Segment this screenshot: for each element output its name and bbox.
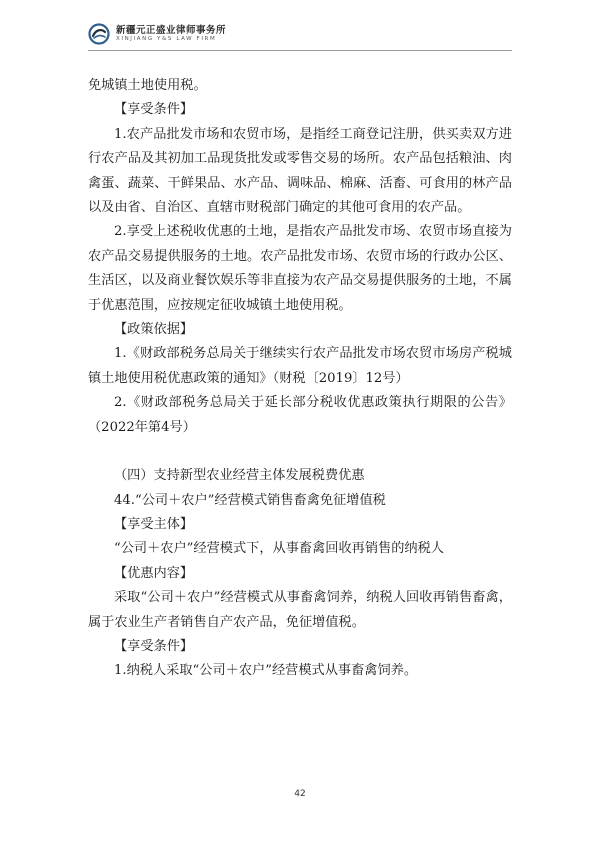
section-heading-conditions-2: 【享受条件】 — [114, 638, 194, 654]
paragraph-gap — [88, 440, 512, 464]
item-title-44: 44.“公司＋农户”经营模式销售畜禽免征增值税 — [114, 492, 386, 508]
paragraph-condition-2: 2.享受上述税收优惠的土地，是指农产品批发市场、农贸市场直接为农产品交易提供服务的土地。农产品批发市场、农贸市场的行政办公区、生活区，以及商业餐饮娱乐等非直接为农产品交易提供服务的土地，不属于优惠范围，应按规定征收城镇土地使用税。 — [88, 224, 512, 313]
firm-logo-icon — [88, 23, 110, 45]
firm-name-en: XINJIANG Y&S LAW FIRM — [116, 36, 217, 42]
firm-name-cn: 新疆元正盛业律师事务所 — [116, 24, 227, 36]
paragraph-policy-1: 1.《财政部税务总局关于继续实行农产品批发市场农贸市场房产税城镇土地使用税优惠政策的通知》（财税〔2019〕12号） — [88, 346, 512, 386]
document-body — [88, 74, 512, 684]
paragraph-condition-44-1: 1.纳税人采取“公司＋农户”经营模式从事畜禽饲养。 — [114, 663, 418, 679]
page-number: 42 — [294, 789, 306, 799]
header-divider — [88, 50, 512, 51]
paragraph-policy-2: 2.《财政部税务总局关于延长部分税收优惠政策执行期限的公告》（2022年第4号） — [88, 395, 512, 435]
section-heading-policy-basis: 【政策依据】 — [114, 322, 194, 338]
page-header — [88, 20, 226, 48]
subsection-title: （四）支持新型农业经营主体发展税费优惠 — [114, 468, 365, 484]
paragraph-condition-1: 1.农产品批发市场和农贸市场，是指经工商登记注册，供买卖双方进行农产品及其初加工品现货批发或零售交易的场所。农产品包括粮油、肉禽蛋、蔬菜、干鲜果品、水产品、调味品、棉麻、活畜、可食用的林产品以及由省、自治区、直辖市财税部门确定的其他可食用的农产品。 — [88, 126, 512, 216]
paragraph-subject: “公司＋农户”经营模式下，从事畜禽回收再销售的纳税人 — [114, 541, 444, 557]
firm-name — [116, 26, 226, 43]
section-heading-conditions: 【享受条件】 — [114, 102, 194, 118]
section-heading-benefit: 【优惠内容】 — [114, 565, 194, 581]
paragraph-continuation: 免城镇土地使用税。 — [88, 78, 207, 93]
paragraph-benefit: 采取“公司＋农户”经营模式从事畜禽饲养，纳税人回收再销售畜禽，属于农业生产者销售自产农产品，免征增值税。 — [88, 590, 512, 630]
section-heading-subject: 【享受主体】 — [114, 516, 194, 532]
